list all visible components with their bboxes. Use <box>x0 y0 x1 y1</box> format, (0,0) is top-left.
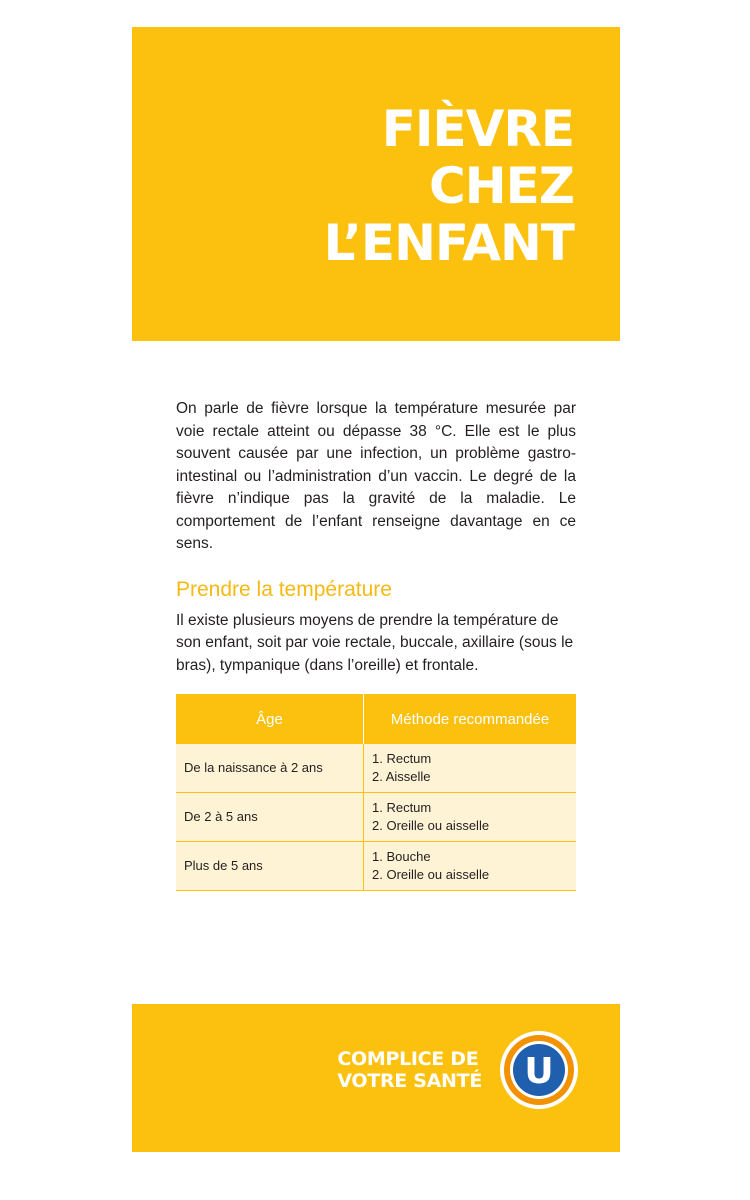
method-cell <box>364 842 577 891</box>
header-method: Méthode recommandée <box>364 694 577 744</box>
title-line: L’ENFANT <box>323 214 574 272</box>
method-cell <box>364 793 577 842</box>
page-title <box>324 101 574 272</box>
table-row <box>176 744 576 793</box>
hero-banner <box>132 27 620 341</box>
section-paragraph: Il existe plusieurs moyens de prendre la température de son enfant, soit par voie rectale, buccale, axillaire (sous le bras), tympanique (dans l’oreille) et frontale. <box>176 611 574 674</box>
age-cell: De 2 à 5 ans <box>176 793 364 842</box>
method-line: 1. Bouche <box>372 849 431 864</box>
table-row <box>176 842 576 891</box>
method-line: 2. Oreille ou aisselle <box>372 818 490 833</box>
main-content <box>176 398 576 677</box>
method-line: 2. Oreille ou aisselle <box>372 867 490 882</box>
method-line: 2. Aisselle <box>372 769 431 784</box>
slogan-line: VOTRE SANTÉ <box>337 1070 482 1092</box>
slogan-line: COMPLICE DE <box>337 1048 479 1070</box>
method-line: 1. Rectum <box>372 800 432 815</box>
title-line: CHEZ <box>429 157 574 215</box>
method-line: 1. Rectum <box>372 751 432 766</box>
slogan <box>337 1048 482 1092</box>
title-line: FIÈVRE <box>381 100 574 158</box>
header-age: Âge <box>176 694 364 744</box>
method-cell <box>364 744 577 793</box>
pharmacy-u-logo-icon <box>499 1030 579 1110</box>
table-header-row <box>176 694 576 744</box>
footer-banner <box>132 1004 620 1152</box>
section-title: Prendre la température <box>176 577 392 601</box>
table-row <box>176 793 576 842</box>
logo-letter: U <box>524 1051 554 1092</box>
age-cell: Plus de 5 ans <box>176 842 364 891</box>
intro-paragraph: On parle de fièvre lorsque la température mesurée par voie rectale atteint ou dépasse 38 °C. Elle est le plus souvent causée par une infection, un problème gastro-intestinal ou l’administration d’un vaccin. Le degré de la fièvre n’indique pas la gravité de la maladie. Le comportement de l’enfant renseigne davantage en ce sens. <box>176 400 576 552</box>
temperature-method-table <box>176 694 576 891</box>
age-cell: De la naissance à 2 ans <box>176 744 364 793</box>
